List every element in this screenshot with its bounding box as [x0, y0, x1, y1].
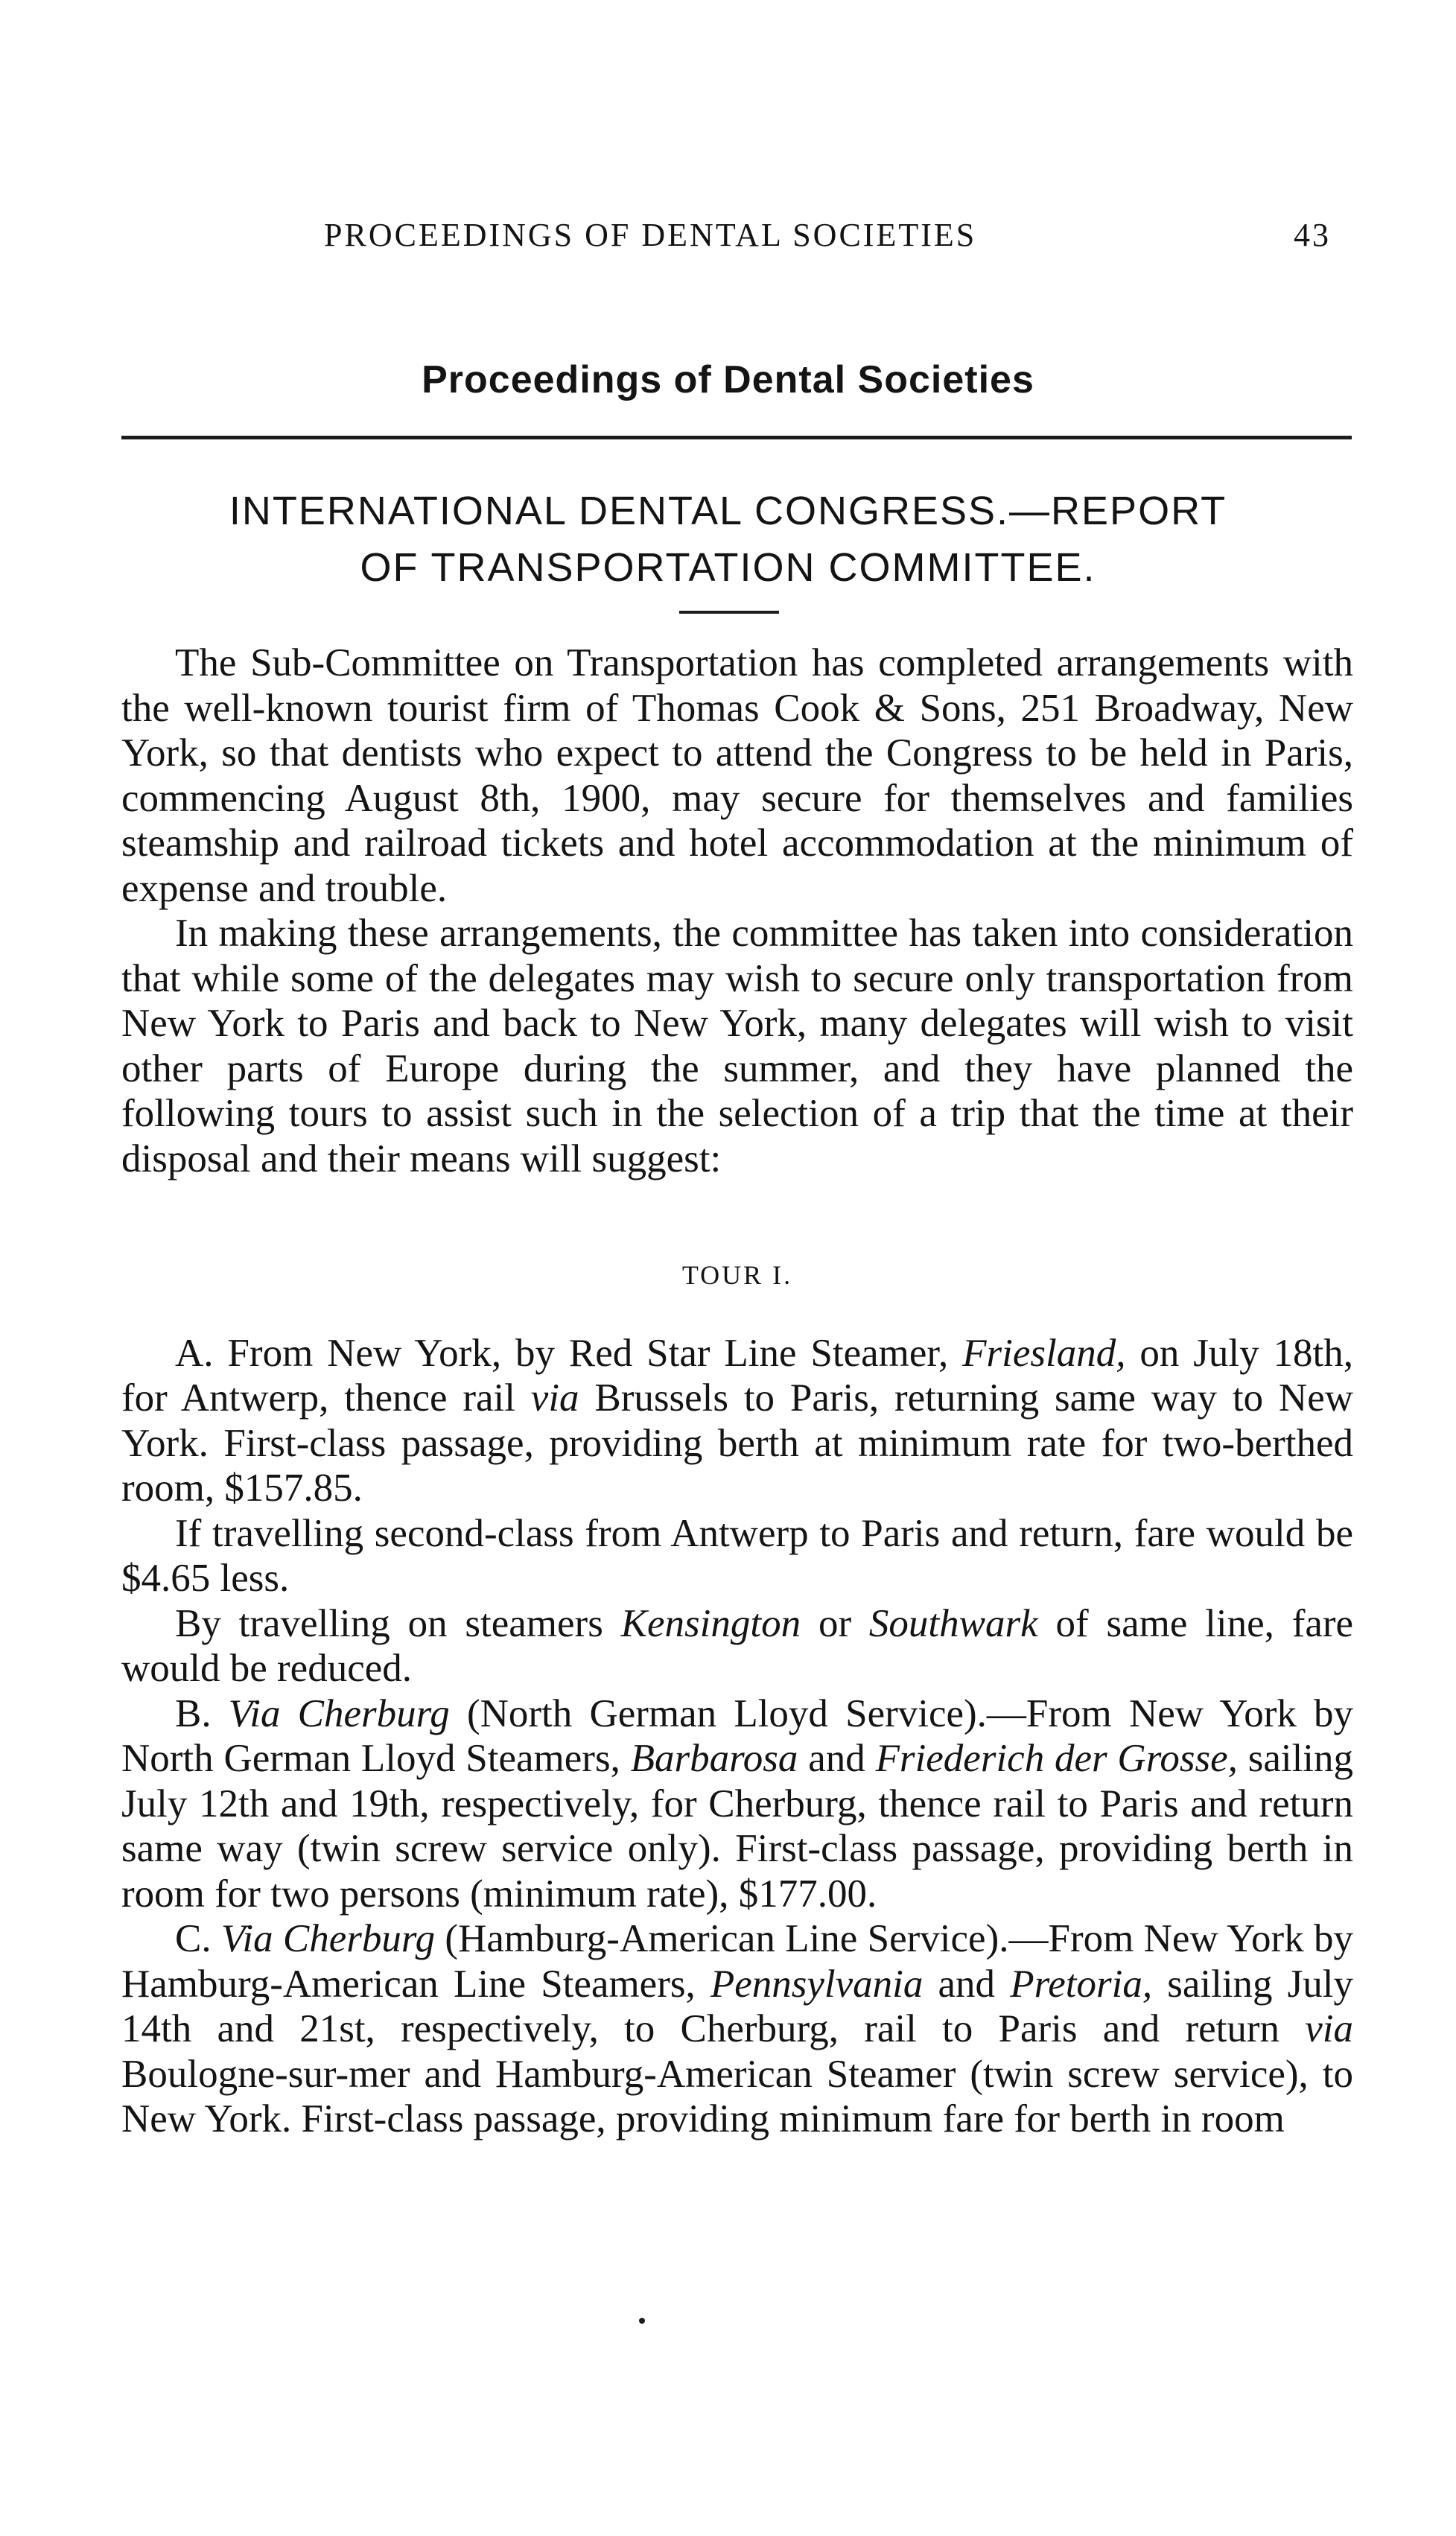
ship-name: Friesland,	[962, 1331, 1126, 1375]
title-divider	[679, 611, 779, 614]
paragraph-second-class: If travelling second-class from Antwerp to Paris and return, fare would be $4.65 less.	[121, 1511, 1353, 1600]
tour-option-b: B. Via Cherburg (North German Lloyd Service).—From New York by North German Lloyd Steamers, Barbarosa and Friederich der Grosse, sailing July 12th and 19th, respectively, for Cherburg, thence rail to Paris and return same way (twin screw service only). First-class passage, providing berth in room for two persons (minimum rate), $177.00.	[121, 1691, 1354, 1916]
route-name: Via Cherburg	[228, 1691, 450, 1735]
article-title	[119, 483, 1337, 596]
section-title: Proceedings of Dental Societies	[422, 358, 1034, 401]
ship-name: Friederich der Grosse,	[875, 1737, 1238, 1780]
tour-option-c: C. Via Cherburg (Hamburg-American Line Service).—From New York by Hamburg-American Line Steamers, Pennsylvania and Pretoria, sailing July 14th and 21st, respectively, to Cherburg, rail to Paris and return via Boulogne-sur-mer and Hamburg-American Steamer (twin screw service), to New York. First-class passage, providing minimum fare for berth in room	[121, 1917, 1354, 2141]
running-head	[119, 216, 1337, 261]
option-a-label: A.	[175, 1331, 214, 1375]
ship-name: Pennsylvania	[710, 1962, 923, 2006]
running-head-title: PROCEEDINGS OF DENTAL SOCIETIES	[324, 217, 977, 253]
ship-name: Kensington	[620, 1601, 801, 1645]
tour-heading: TOUR I.	[681, 1260, 793, 1290]
route-name: Via Cherburg	[220, 1917, 436, 1960]
option-b-label: B.	[175, 1691, 212, 1735]
section-rule	[121, 436, 1352, 439]
article-title-line-2: OF TRANSPORTATION COMMITTEE.	[360, 545, 1096, 590]
article-body	[121, 641, 1353, 2142]
ship-name: Pretoria,	[1010, 1962, 1153, 2006]
page-number: 43	[1294, 217, 1331, 253]
paragraph-intro: The Sub-Committee on Transportation has completed arrangements with the well-known tourist firm of Thomas Cook & Sons, 251 Broadway, New York, so that dentists who expect to attend the Congress to be held in Paris, commencing August 8th, 1900, may secure for themselves and families steamship and railroad tickets and hotel accommodation at the minimum of expense and trouble.	[121, 641, 1353, 910]
ship-name: Barbarosa	[630, 1737, 798, 1780]
tour-option-a: A. From New York, by Red Star Line Steamer, Friesland, on July 18th, for Antwerp, thence rail via Brussels to Paris, returning same way to New York. First-class passage, providing berth at minimum rate for two-berthed room, $157.85.	[121, 1331, 1354, 1510]
paragraph-alt-steamers: By travelling on steamers Kensington or Southwark of same line, fare would be reduced.	[121, 1601, 1354, 1690]
paragraph-arrangements: In making these arrangements, the committee has taken into consideration that while some of the delegates may wish to secure only transportation from New York to Paris and back to New York, many delegates will wish to visit other parts of Europe during the summer, and they have planned the following tours to assist such in the selection of a trip that the time at their disposal and their means will suggest:	[121, 912, 1353, 1180]
ship-name: Southwark	[868, 1601, 1038, 1645]
article-title-line-1: INTERNATIONAL DENTAL CONGRESS.—REPORT	[229, 489, 1227, 533]
option-c-label: C.	[175, 1917, 212, 1960]
printer-mark	[639, 2318, 645, 2324]
